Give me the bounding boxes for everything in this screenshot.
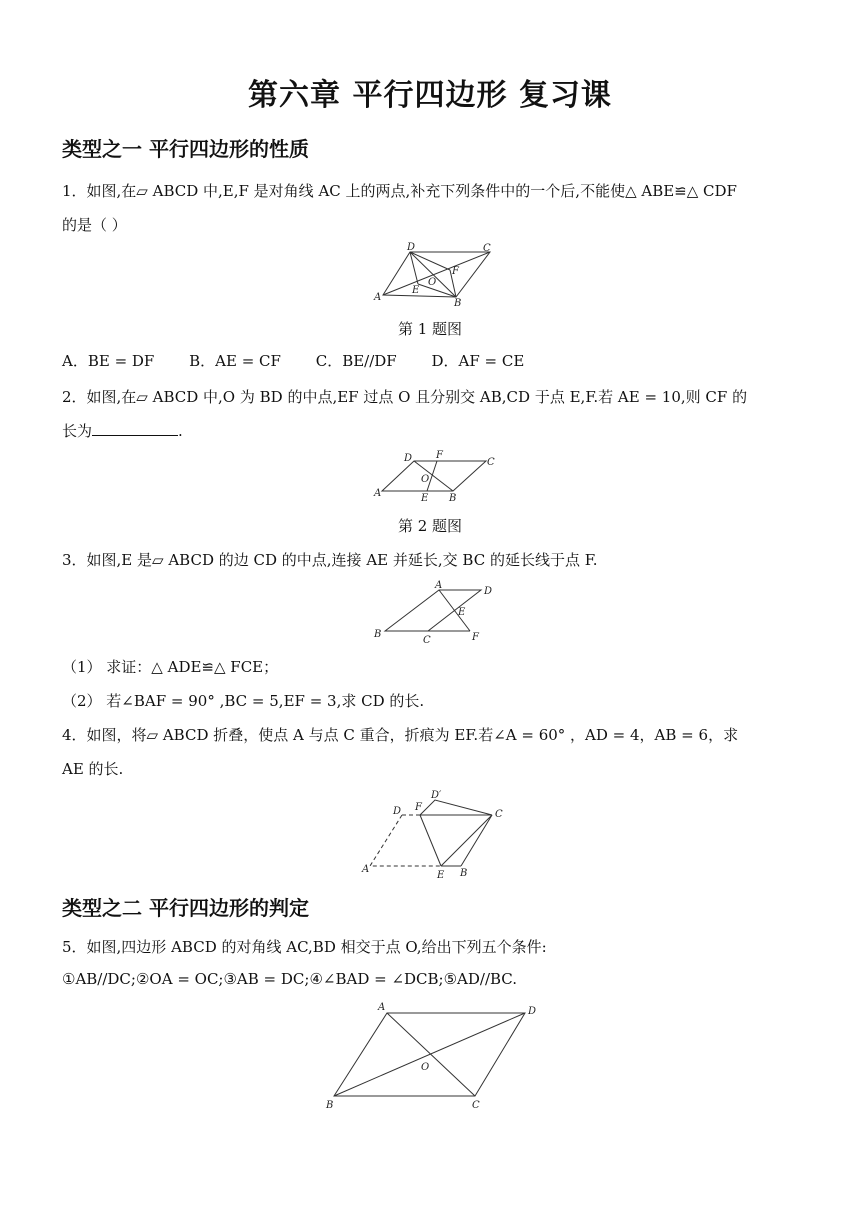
- q1-option-c[interactable]: C．BE//DF: [315, 352, 397, 370]
- q1-label-e: E: [412, 285, 420, 296]
- q3-label-d: D: [484, 586, 493, 597]
- q2-label-o: O: [421, 474, 430, 485]
- q1-options: [62, 350, 554, 371]
- section-heading-properties: 类型之一 平行四边形的性质: [62, 137, 309, 161]
- q4-label-e: E: [437, 870, 445, 881]
- q1-label-a: A: [374, 292, 382, 303]
- q5-text-line2: ①AB//DC;②OA = OC;③AB = DC;④∠BAD = ∠DCB;⑤AD//BC.: [62, 970, 518, 988]
- q2-figure: [370, 448, 500, 508]
- q3-subquestion-1: （1） 求证：△ ADE≌△ FCE；: [62, 658, 279, 676]
- q4-label-b: B: [460, 868, 468, 879]
- q4-text-line1: 4．如图，将▱ ABCD 折叠，使点 A 与点 C 重合，折痕为 EF.若∠A = 60° ，AD = 4，AB = 6，求: [62, 726, 739, 744]
- q2-label-b: B: [449, 493, 457, 504]
- q1-label-f: F: [452, 266, 459, 277]
- page-title: 第六章 平行四边形 复习课: [248, 78, 612, 113]
- q2-label-f: F: [436, 450, 443, 461]
- q2-label-a: A: [374, 488, 382, 499]
- q1-caption: 第 1 题图: [397, 320, 463, 338]
- q2-caption: 第 2 题图: [397, 517, 463, 535]
- q4-figure: [360, 786, 520, 882]
- section-heading-criteria: 类型之二 平行四边形的判定: [62, 896, 309, 920]
- q2-text-line2: [62, 420, 183, 441]
- q3-label-c: C: [423, 635, 431, 646]
- q3-figure: [372, 578, 502, 648]
- q5-label-b: B: [326, 1100, 334, 1111]
- q2-label-c: C: [487, 457, 495, 468]
- q5-label-d: D: [528, 1006, 537, 1017]
- q5-label-o: O: [421, 1062, 430, 1073]
- q1-label-c: C: [483, 243, 491, 254]
- q4-label-a: A: [362, 864, 370, 875]
- q5-label-a: A: [378, 1002, 386, 1013]
- q4-label-d-prime: D′: [431, 790, 442, 801]
- q2-label-e: E: [421, 493, 429, 504]
- q5-figure: [320, 996, 550, 1116]
- q3-label-b: B: [374, 629, 382, 640]
- q1-figure: [370, 240, 500, 310]
- q4-label-d: D: [393, 806, 402, 817]
- q1-option-d[interactable]: D．AF = CE: [431, 352, 525, 370]
- q5-label-c: C: [472, 1100, 480, 1111]
- q4-label-f: F: [415, 802, 422, 813]
- q1-label-d: D: [407, 242, 416, 253]
- q3-label-a: A: [435, 580, 443, 591]
- q1-text-line2: 的是（ ）: [62, 216, 127, 234]
- q2-text-line1: 2．如图,在▱ ABCD 中,O 为 BD 的中点,EF 过点 O 且分别交 AB,CD 于点 E,F.若 AE = 10,则 CF 的: [62, 388, 748, 406]
- q2-answer-blank[interactable]: [92, 421, 178, 436]
- q5-text-line1: 5．如图,四边形 ABCD 的对角线 AC,BD 相交于点 O,给出下列五个条件:: [62, 938, 547, 956]
- q1-label-o: O: [428, 277, 437, 288]
- q3-text-line1: 3．如图,E 是▱ ABCD 的边 CD 的中点,连接 AE 并延长,交 BC 的延长线于点 F.: [62, 551, 598, 569]
- q2-line2-suffix: .: [178, 422, 183, 440]
- q1-label-b: B: [454, 298, 462, 309]
- q2-label-d: D: [404, 453, 413, 464]
- q3-label-e: E: [458, 607, 466, 618]
- q3-subquestion-2: （2） 若∠BAF = 90° ,BC = 5,EF = 3,求 CD 的长.: [62, 692, 425, 710]
- q1-option-b[interactable]: B．AE = CF: [189, 352, 281, 370]
- q2-line2-prefix: 长为: [62, 422, 93, 440]
- q1-option-a[interactable]: A．BE = DF: [62, 352, 155, 370]
- q3-label-f: F: [472, 632, 479, 643]
- q4-text-line2: AE 的长.: [62, 760, 124, 778]
- q4-label-c: C: [495, 809, 503, 820]
- q1-text-line1: 1．如图,在▱ ABCD 中,E,F 是对角线 AC 上的两点,补充下列条件中的一个后,不能使△ ABE≌△ CDF: [62, 182, 737, 200]
